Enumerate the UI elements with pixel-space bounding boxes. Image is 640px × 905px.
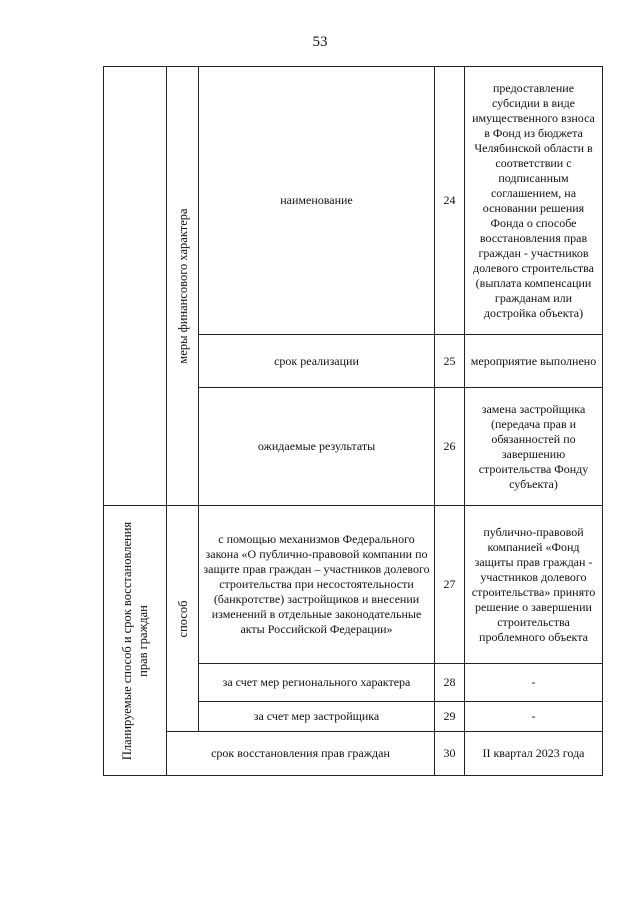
row-value: - [465,702,603,732]
row-number: 25 [435,335,465,388]
table-row [104,67,603,335]
row-label: срок восстановления прав граждан [167,732,435,776]
row-value: мероприятие выполнено [465,335,603,388]
row-number: 27 [435,506,465,664]
table-row [104,732,603,776]
row-label: за счет мер застройщика [199,702,435,732]
row-label: за счет мер регионального характера [199,664,435,702]
row-number: 29 [435,702,465,732]
row-value: предоставление субсидии в виде имущественного взноса в Фонд из бюджета Челябинской области в соответствии с подписанным соглашением, на основании решения Фонда о способе восстановления прав граждан - участников долевого строительства (выплата компенсации гражданам или достройка объекта) [465,67,603,335]
restoration-label: Планируемые способ и срок восстановления прав граждан [120,521,150,760]
group-label-restoration [104,506,167,776]
row-label: наименование [199,67,435,335]
row-value: - [465,664,603,702]
row-number: 30 [435,732,465,776]
financial-measures-label: меры финансового характера [175,208,190,364]
row-label: ожидаемые результаты [199,388,435,506]
row-label: срок реализации [199,335,435,388]
measures-table [103,66,603,776]
row-value: публично-правовой компанией «Фонд защиты прав граждан - участников долевого строительства» принято решение о завершении строительства проблемного объекта [465,506,603,664]
row-value: II квартал 2023 года [465,732,603,776]
row-number: 26 [435,388,465,506]
method-label: способ [175,600,190,637]
table-row [104,506,603,664]
row-label: с помощью механизмов Федерального закона «О публично-правовой компании по защите прав граждан – участников долевого строительства при несостоятельности (банкротстве) застройщиков и внесении изменений в отдельные законодательные акты Российской Федерации» [199,506,435,664]
row-number: 28 [435,664,465,702]
row-value: замена застройщика (передача прав и обязанностей по завершению строительства Фонду субъекта) [465,388,603,506]
group-label-method [167,506,199,732]
row-number: 24 [435,67,465,335]
page-number: 53 [312,34,328,50]
group-label-financial [167,67,199,506]
outer-empty-cell [104,67,167,506]
